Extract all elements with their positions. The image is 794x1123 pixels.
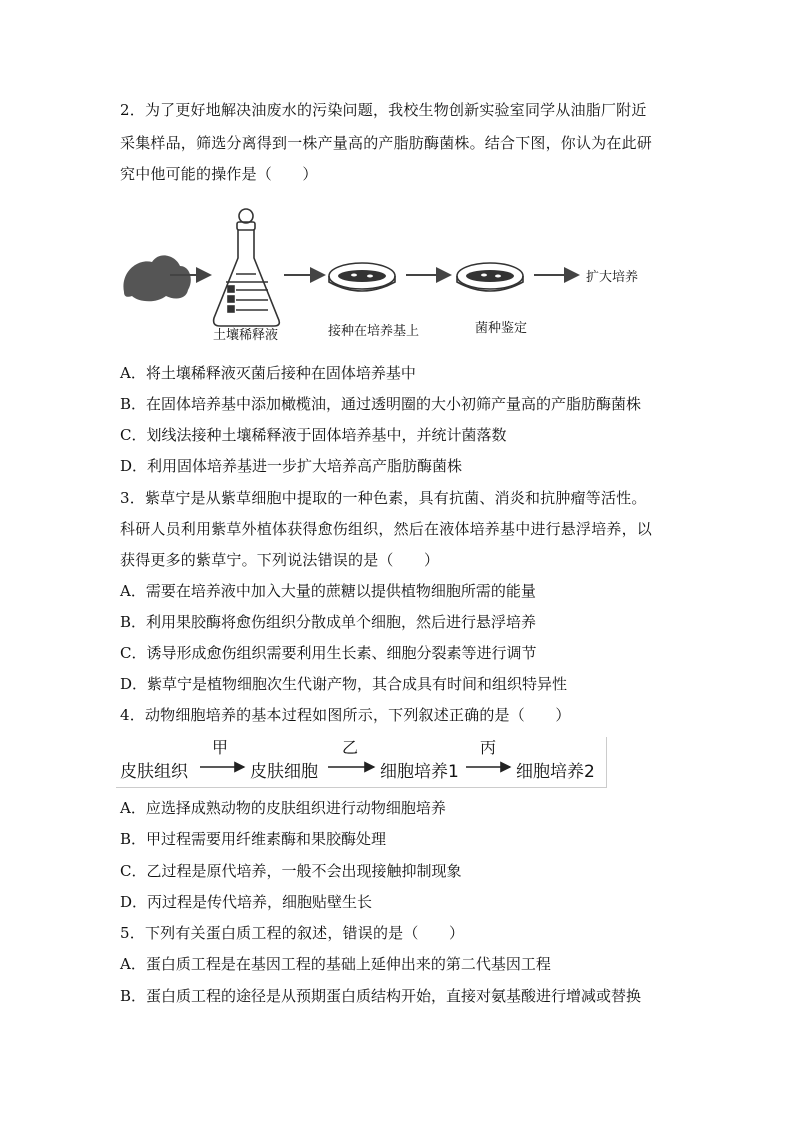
figure-label-dish1: 接种在培养基上 (328, 324, 420, 339)
q4-option-a: A．应选择成熟动物的皮肤组织进行动物细胞培养 (120, 799, 446, 817)
figure-label-flask: 土壤稀释液 (213, 328, 279, 343)
figure-label-dish2: 菌种鉴定 (475, 321, 528, 336)
q3-option-c: C．诱导形成愈伤组织需要利用生长素、细胞分裂素等进行调节 (120, 644, 537, 662)
q3-option-a: A．需要在培养液中加入大量的蔗糖以提供植物细胞所需的能量 (120, 582, 536, 600)
q2-stem-line3: 究中他可能的操作是（ ） (120, 165, 318, 183)
flow-step-1: 甲 (212, 738, 229, 757)
q4-stem-line1: 4．动物细胞培养的基本过程如图所示，下列叙述正确的是（ ） (120, 706, 571, 724)
figure-label-end: 扩大培养 (586, 270, 639, 285)
petri-dish-icon (329, 263, 395, 291)
q2-stem-line2: 采集样品，筛选分离得到一株产量高的产脂肪酶菌株。结合下图，你认为在此研 (120, 134, 653, 152)
flow-arrows (116, 737, 606, 787)
q4-process-flow (116, 737, 607, 788)
flow-node-3: 细胞培养1 (380, 762, 459, 782)
q2-option-b: B．在固体培养基中添加橄榄油，通过透明圈的大小初筛产量高的产脂肪酶菌株 (120, 395, 642, 413)
q3-stem-line3: 获得更多的紫草宁。下列说法错误的是（ ） (120, 551, 440, 569)
q2-option-a: A．将土壤稀释液灭菌后接种在固体培养基中 (120, 364, 416, 382)
q4-option-b: B．甲过程需要用纤维素酶和果胶酶处理 (120, 830, 387, 848)
q2-stem-line1: 2．为了更好地解决油废水的污染问题，我校生物创新实验室同学从油脂厂附近 (120, 101, 647, 119)
flow-node-4: 细胞培养2 (516, 762, 595, 782)
q3-stem-line2: 科研人员利用紫草外植体获得愈伤组织，然后在液体培养基中进行悬浮培养，以 (120, 520, 653, 538)
q5-stem-line1: 5．下列有关蛋白质工程的叙述，错误的是（ ） (120, 924, 465, 942)
flow-node-1: 皮肤组织 (120, 762, 188, 782)
flow-step-3: 丙 (480, 738, 497, 757)
petri-dish-icon (457, 263, 523, 291)
flow-node-2: 皮肤细胞 (250, 762, 318, 782)
q3-option-b: B．利用果胶酶将愈伤组织分散成单个细胞，然后进行悬浮培养 (120, 613, 537, 631)
q4-option-c: C．乙过程是原代培养，一般不会出现接触抑制现象 (120, 862, 462, 880)
q4-option-d: D．丙过程是传代培养，细胞贴壁生长 (120, 893, 373, 911)
q5-option-b: B．蛋白质工程的途径是从预期蛋白质结构开始，直接对氨基酸进行增减或替换 (120, 987, 642, 1005)
flask-icon (214, 209, 280, 326)
q5-option-a: A．蛋白质工程是在基因工程的基础上延伸出来的第二代基因工程 (120, 955, 551, 973)
flow-step-2: 乙 (342, 738, 359, 757)
q3-stem-line1: 3．紫草宁是从紫草细胞中提取的一种色素，具有抗菌、消炎和抗肿瘤等活性。 (120, 489, 647, 507)
q3-option-d: D．紫草宁是植物细胞次生代谢产物，其合成具有时间和组织特异性 (120, 675, 568, 693)
q2-option-d: D．利用固体培养基进一步扩大培养高产脂肪酶菌株 (120, 457, 463, 475)
soil-sample-icon (123, 255, 190, 301)
q2-option-c: C．划线法接种土壤稀释液于固体培养基中，并统计菌落数 (120, 426, 507, 444)
